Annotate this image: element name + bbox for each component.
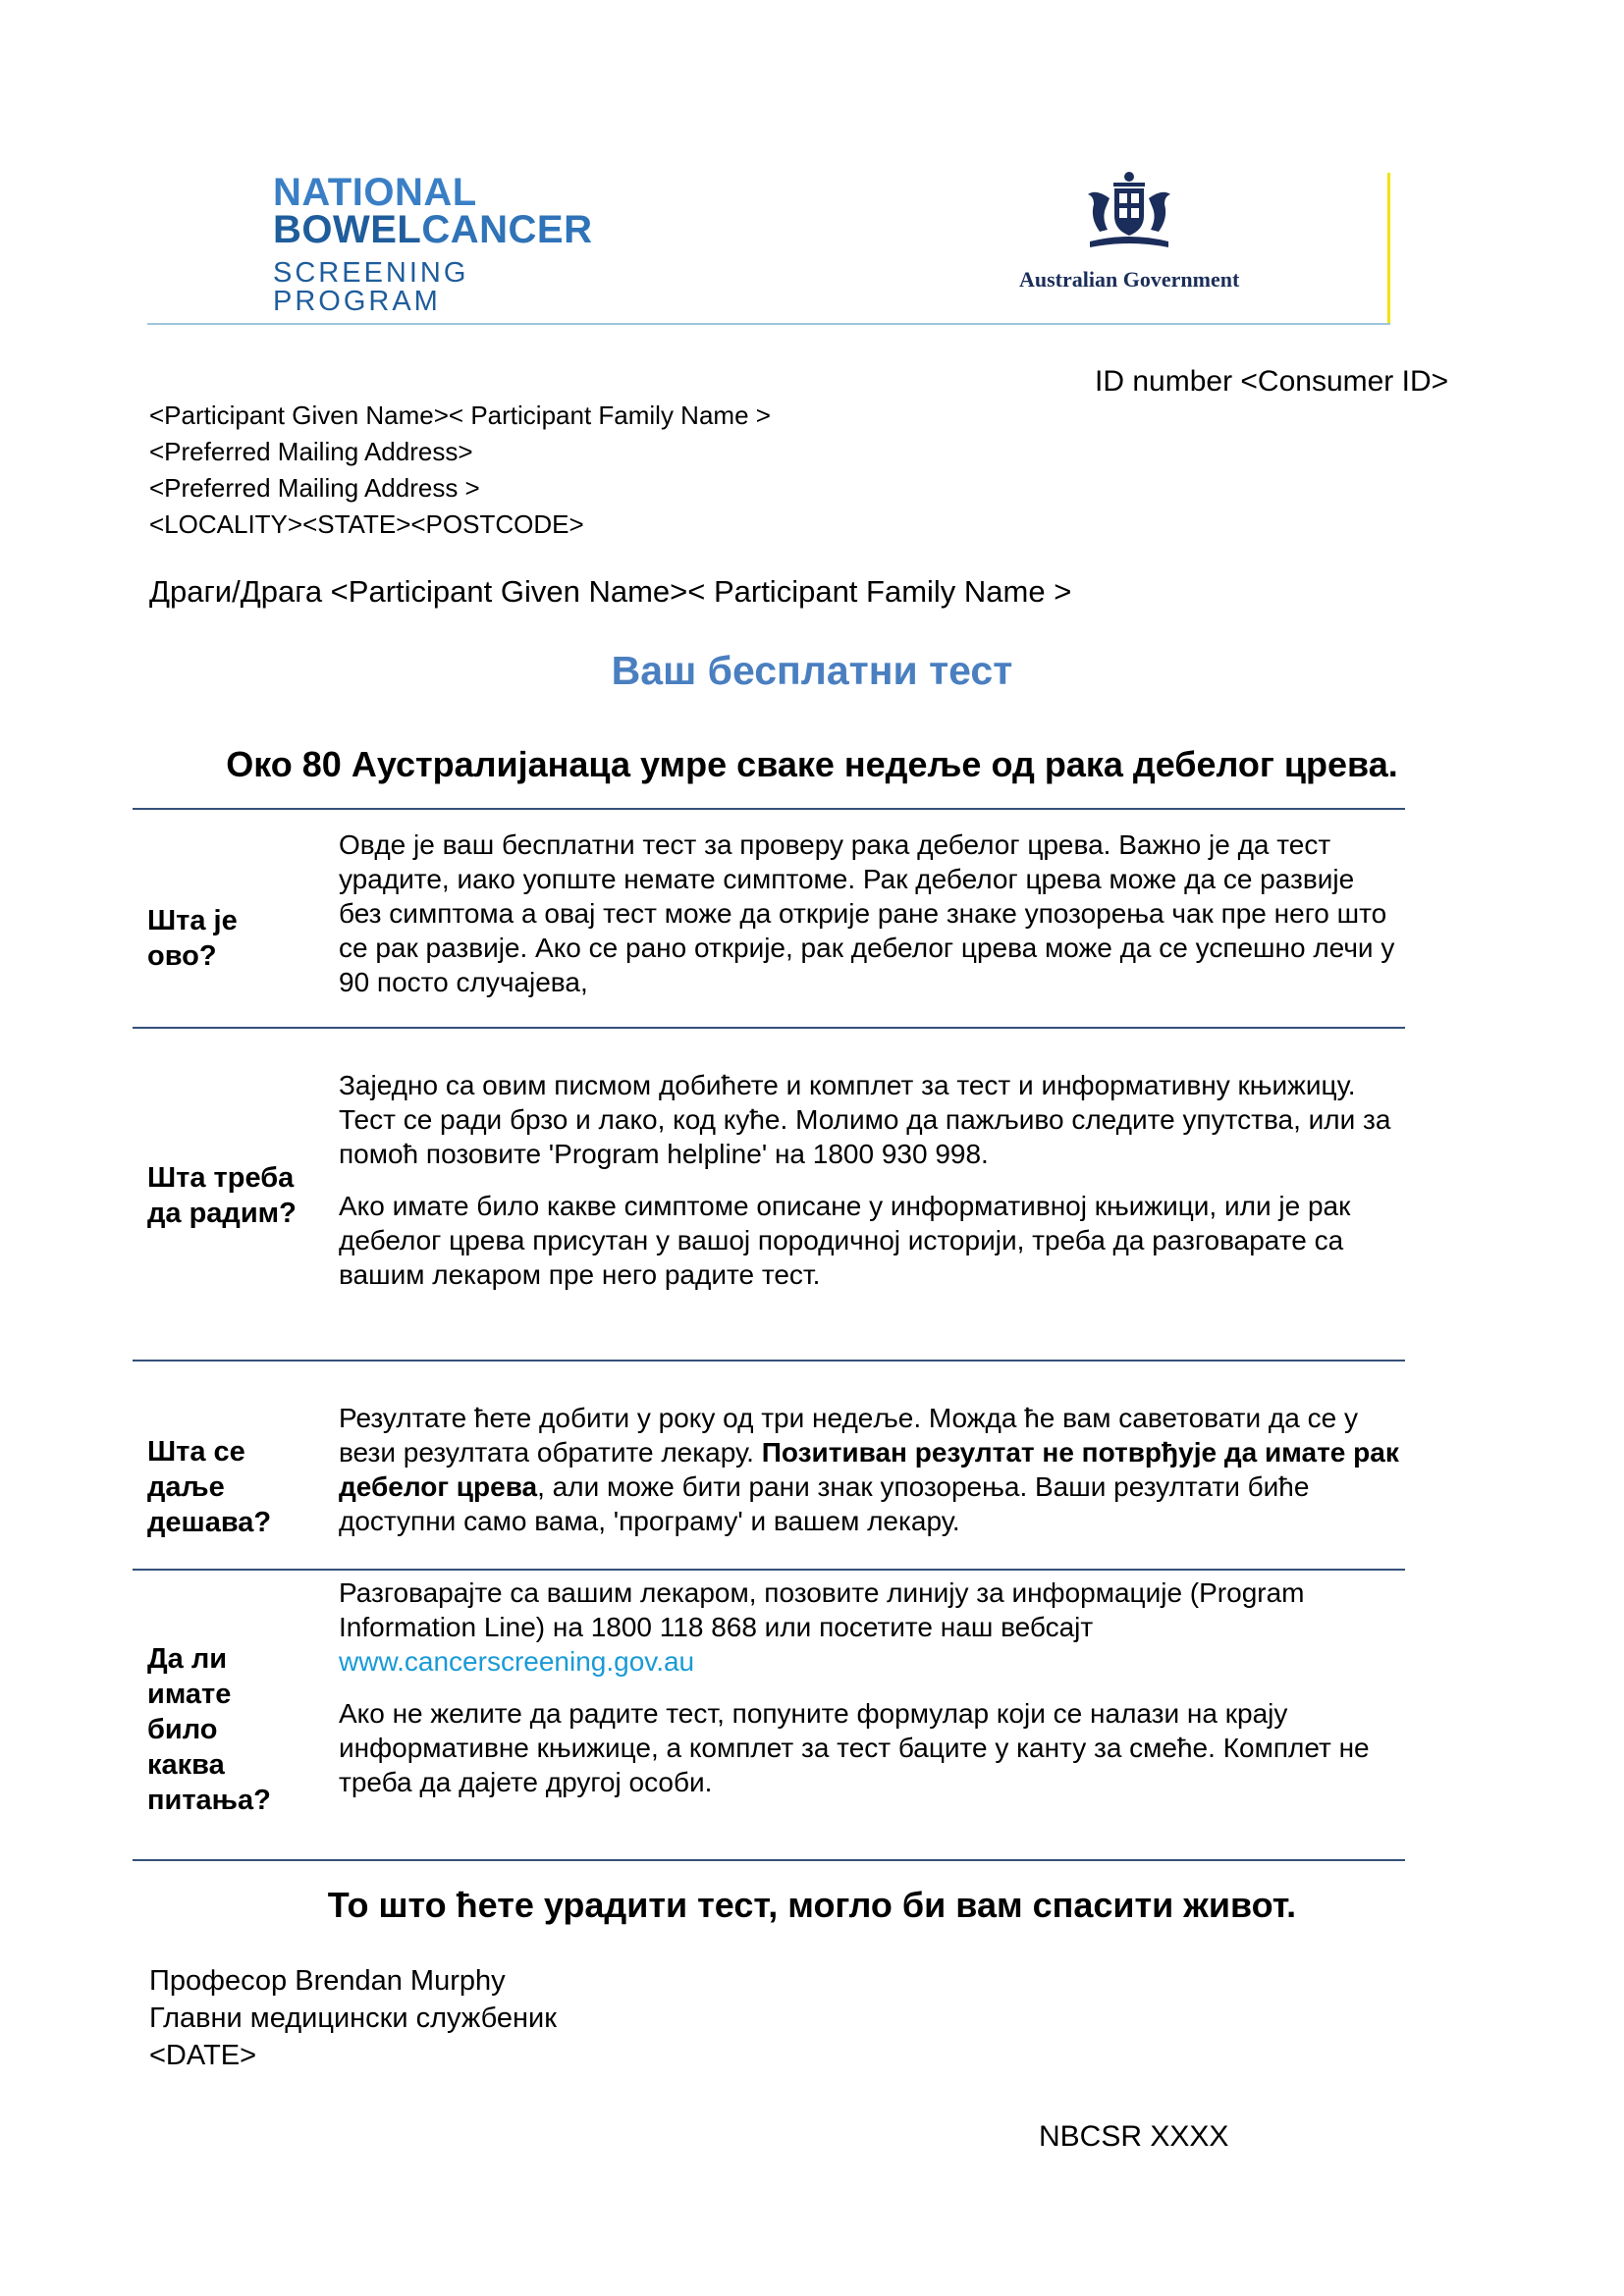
answer-any-questions-text-2: Ако не желите да радите тест, попуните формулар који се налази на крају информативне књижице, а комплет за тест баците у канту за смеће. Комплет не треба да дајете другој особи. — [339, 1698, 1370, 1797]
answer-what-next-text — [339, 1401, 1399, 1538]
signature-date: <DATE> — [149, 2040, 257, 2071]
question-what-to-do: Шта треба да радим? — [147, 1162, 297, 1229]
answer-what-next-text-a: Резултате ћете добити у року од три недеље. Можда ће вам саветовати да се у вези резултата обратите лекару. — [339, 1403, 1358, 1468]
answer-what-to-do-text-2: Ако имате било какве симптоме описане у информативној књижици, или је рак дебелог црева присутан у вашој породичној историји, треба да разговарате са вашим лекаром пре него радите тест. — [339, 1191, 1351, 1290]
logo-cancer: CANCER — [421, 208, 593, 251]
answer-what-next-bold: Позитиван резултат не потврђује да имате рак дебелог црева — [339, 1437, 1399, 1502]
table-divider — [133, 1569, 1405, 1571]
australian-government-label: Australian Government — [1019, 267, 1240, 292]
closing-statement: То што ћете урадити тест, могло би вам спасити живот. — [327, 1885, 1297, 1925]
answer-any-questions-text: Разговарајте са вашим лекаром, позовите линију за информације (Program Information Line) на 1800 118 868 или посетите наш вебсајт — [339, 1577, 1305, 1642]
greeting: Драги/Драга <Participant Given Name>< Participant Family Name > — [149, 574, 1072, 609]
document-reference: NBCSR XXXX — [1039, 2120, 1229, 2153]
logo-bowel-cancer — [273, 210, 626, 249]
address-line-1: <Participant Given Name>< Participant Family Name > — [149, 400, 771, 430]
answer-any-questions — [339, 1575, 1399, 1799]
question-any-questions: Да ли имате било каква питања? — [147, 1643, 271, 1816]
logo-bowel: BOWEL — [273, 208, 422, 251]
page-title: Ваш бесплатни тест — [611, 648, 1013, 693]
answer-what-is-this — [339, 828, 1399, 999]
header-divider — [147, 323, 1390, 325]
answer-what-next-text-b: , али може бити рани знак упозорења. Ваши резултати биће доступни само вама, 'програму' и вашем лекару. — [339, 1471, 1310, 1536]
nbcsp-logo — [273, 171, 626, 317]
table-divider — [133, 1859, 1405, 1861]
website-link[interactable]: www.cancerscreening.gov.au — [339, 1646, 695, 1677]
question-what-is-this: Шта је ово? — [147, 905, 238, 972]
address-line-3: <Preferred Mailing Address > — [149, 473, 480, 503]
logo-national: NATIONAL — [273, 171, 477, 214]
address-line-2: <Preferred Mailing Address> — [149, 437, 473, 466]
answer-what-is-this-text: Овде је ваш бесплатни тест за проверу рака дебелог црева. Важно је да тест урадите, иако уопште немате симптоме. Рак дебелог црева може да се развије без симптома а овај тест може да открије ране знаке упозорења чак пре него што се рак развије. Ако се рано открије, рак дебелог црева може да се успешно лечи у 90 посто случајева, — [339, 829, 1395, 997]
answer-any-questions-text-1 — [339, 1575, 1399, 1679]
answer-what-next — [339, 1401, 1399, 1538]
table-divider — [133, 1027, 1405, 1029]
signature-name: Професор Brendan Murphy — [149, 1965, 506, 1997]
table-divider — [133, 1360, 1405, 1362]
table-divider — [133, 808, 1405, 810]
logo-screening-program: SCREENING PROGRAM — [273, 257, 469, 317]
page-subtitle: Око 80 Аустралијанаца умре сваке недеље од рака дебелог црева. — [226, 744, 1398, 784]
address-line-4: <LOCALITY><STATE><POSTCODE> — [149, 509, 584, 539]
signature-role: Главни медицински службеник — [149, 2002, 557, 2034]
header-accent-line — [1387, 173, 1390, 324]
consumer-id: ID number <Consumer ID> — [1095, 365, 1449, 398]
question-what-next: Шта се даље дешава? — [147, 1436, 272, 1538]
coat-of-arms-icon — [1070, 169, 1188, 257]
answer-what-to-do-text-1: Заједно са овим писмом добићете и комплет за тест и информативну књижицу. Тест се ради брзо и лако, код куће. Молимо да пажљиво следите упутства, или за помоћ позовите 'Program helpline' на 1800 930 998. — [339, 1070, 1391, 1169]
answer-what-to-do — [339, 1068, 1399, 1292]
